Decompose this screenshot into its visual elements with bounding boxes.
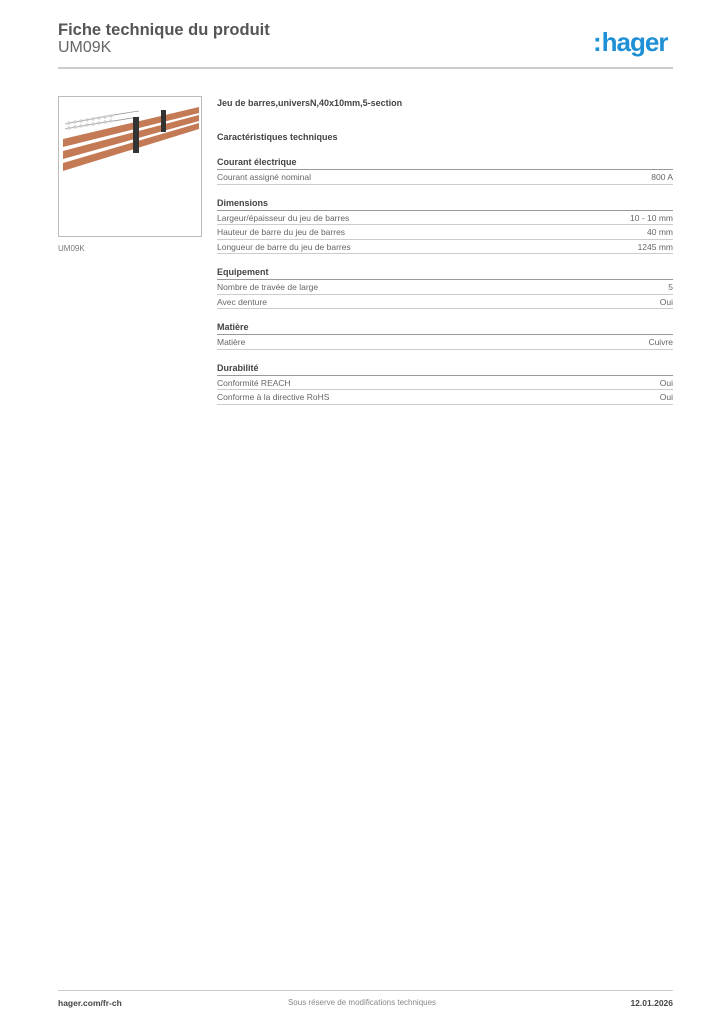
spec-section xyxy=(217,266,673,309)
spec-value: 40 mm xyxy=(647,227,673,237)
spec-value: 10 - 10 mm xyxy=(630,212,673,223)
spec-label: Avec denture xyxy=(217,296,267,307)
spec-label: Conformité REACH xyxy=(217,377,291,388)
spec-section xyxy=(217,156,673,185)
spec-value: 1245 mm xyxy=(637,241,673,252)
spec-value: Oui xyxy=(659,377,673,388)
spec-section xyxy=(217,362,673,405)
section-title: Dimensions xyxy=(217,197,673,211)
spec-value: 800 A xyxy=(651,172,673,182)
spec-value: 5 xyxy=(668,282,673,292)
spec-row xyxy=(217,211,673,226)
header-divider xyxy=(58,67,673,69)
spec-row xyxy=(217,225,673,240)
spec-label: Longueur de barre du jeu de barres xyxy=(217,241,351,252)
spec-row xyxy=(217,390,673,405)
section-title: Equipement xyxy=(217,266,673,280)
spec-value: Oui xyxy=(659,392,673,402)
footer-date: 12.01.2026 xyxy=(630,998,673,1008)
spec-content xyxy=(217,96,673,405)
spec-label: Largeur/épaisseur du jeu de barres xyxy=(217,212,350,223)
hager-logo: :hager xyxy=(593,27,668,57)
product-image xyxy=(58,96,202,237)
spec-label: Nombre de travée de large xyxy=(217,282,319,292)
spec-row xyxy=(217,295,673,310)
spec-row xyxy=(217,170,673,185)
spec-label: Conforme à la directive RoHS xyxy=(217,392,330,402)
spec-section xyxy=(217,321,673,350)
product-name: Jeu de barres,universN,40x10mm,5-section xyxy=(217,98,403,108)
spec-row xyxy=(217,280,673,295)
footer-notice: Sous réserve de modifications techniques xyxy=(287,998,437,1007)
spec-value: Cuivre xyxy=(648,337,673,347)
spec-label: Matière xyxy=(217,337,246,347)
product-code: UM09K xyxy=(58,39,112,56)
spec-row xyxy=(217,335,673,350)
image-caption: UM09K xyxy=(58,244,85,253)
spec-row xyxy=(217,240,673,255)
page-title: Fiche technique du produit xyxy=(58,21,270,39)
footer-divider xyxy=(58,990,673,991)
spec-value: Oui xyxy=(659,296,673,307)
spec-label: Hauteur de barre du jeu de barres xyxy=(217,227,346,237)
footer-website[interactable]: hager.com/fr-ch xyxy=(58,998,122,1008)
spec-row xyxy=(217,376,673,391)
section-title: Matière xyxy=(217,321,673,335)
section-title: Courant électrique xyxy=(217,156,673,170)
spec-section xyxy=(217,197,673,255)
section-title: Durabilité xyxy=(217,362,673,376)
spec-label: Courant assigné nominal xyxy=(217,172,312,182)
characteristics-heading: Caractéristiques techniques xyxy=(217,132,338,142)
